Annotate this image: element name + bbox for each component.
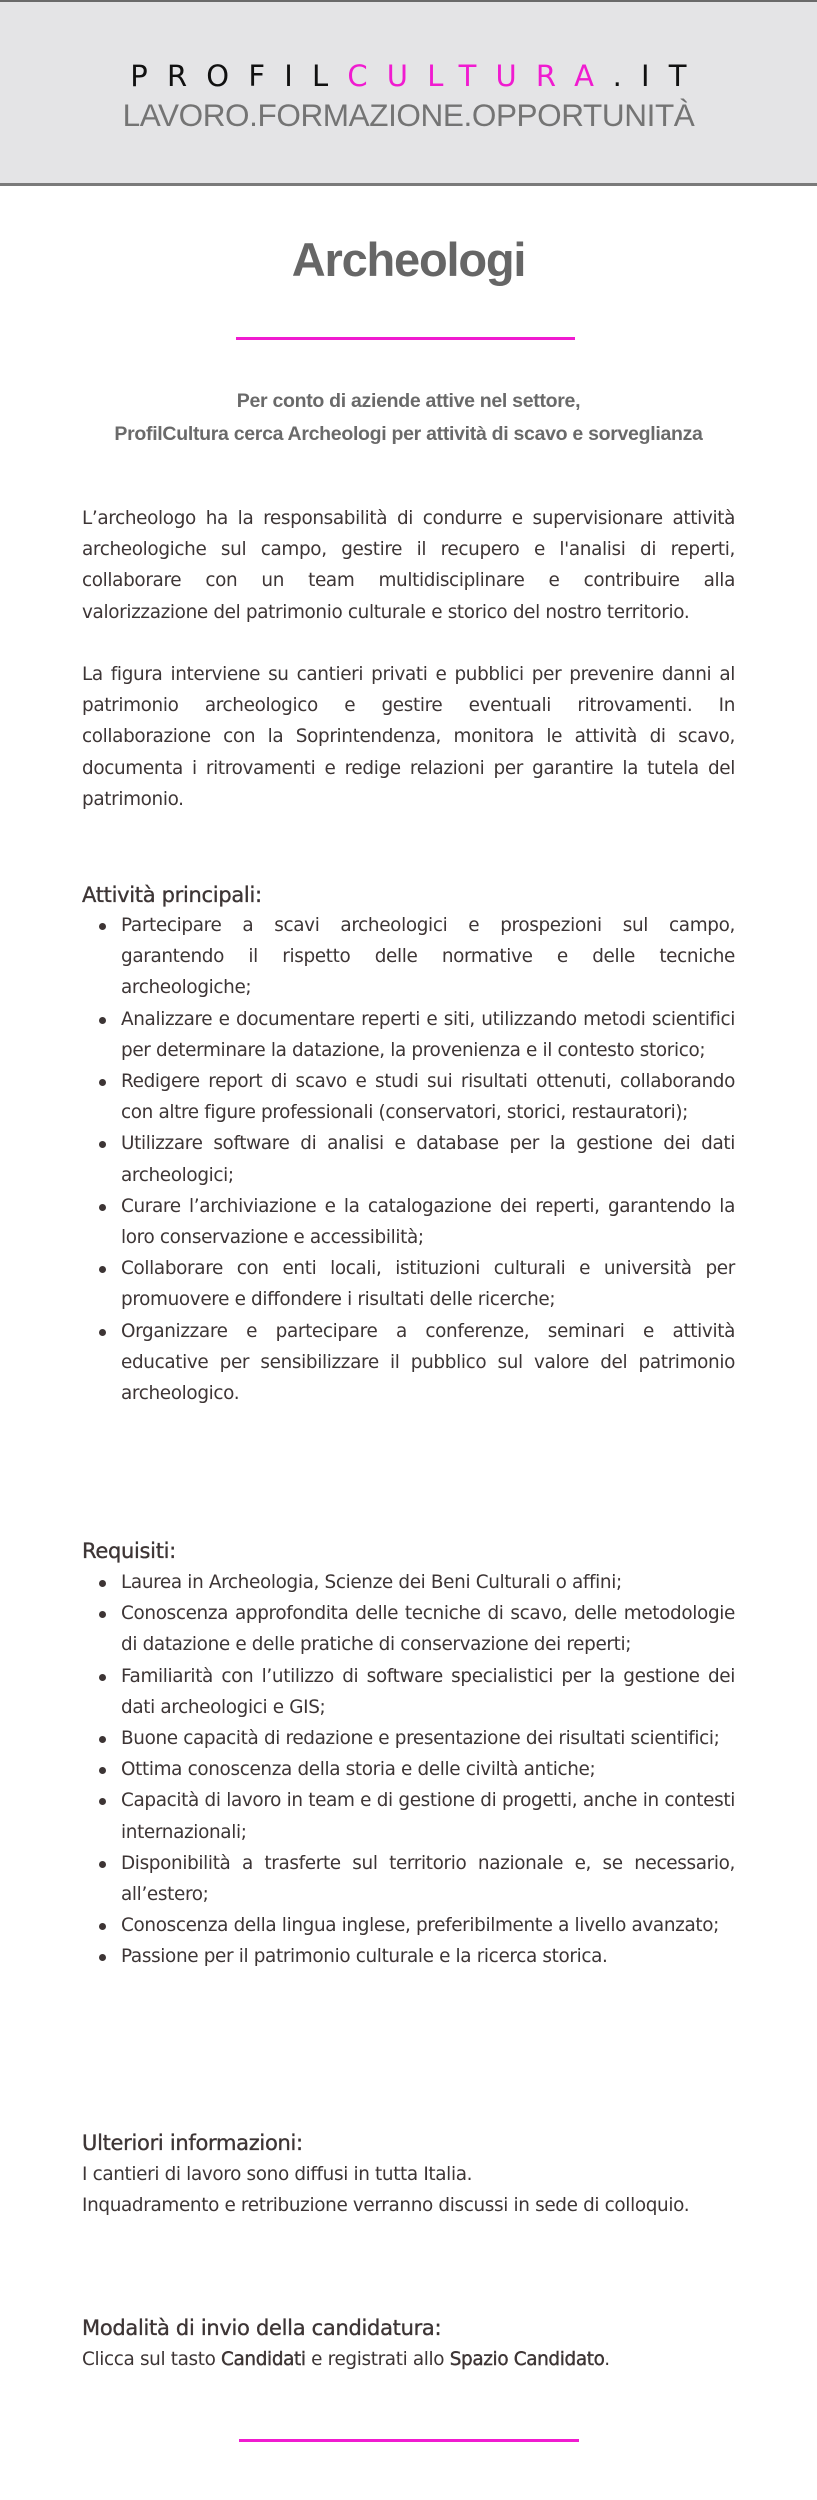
bullet-icon	[99, 1861, 106, 1868]
bullet-icon	[99, 1923, 106, 1930]
title-divider	[236, 337, 575, 340]
footer-divider	[239, 2439, 579, 2442]
bullet-icon	[99, 1954, 106, 1961]
requirement-item	[82, 1598, 735, 1660]
bullet-icon	[99, 1674, 106, 1681]
requirement-item-text: Capacità di lavoro in team e di gestione di progetti, anche in contesti internazionali;	[121, 1790, 735, 1843]
requirements-title: Requisiti:	[82, 1539, 176, 1563]
application-text-after: .	[604, 2349, 610, 2370]
candidati-button-reference: Candidati	[221, 2349, 306, 2370]
requirement-item	[82, 1848, 735, 1910]
activities-title: Attività principali:	[82, 883, 262, 907]
bullet-icon	[99, 1079, 106, 1086]
bullet-icon	[99, 1329, 106, 1336]
logo-it: .IT	[612, 59, 706, 93]
requirement-item-text: Disponibilità a trasferte sul territorio nazionale e, se necessario, all’estero;	[121, 1852, 735, 1906]
bullet-icon	[99, 1611, 106, 1618]
site-logo[interactable]	[0, 59, 817, 93]
activity-item	[82, 910, 735, 1004]
requirement-item-text: Laurea in Archeologia, Scienze dei Beni Culturali o affini;	[121, 1572, 622, 1593]
site-header	[0, 0, 817, 186]
spazio-candidato-reference: Spazio Candidato	[449, 2349, 605, 2370]
activity-item-text: Utilizzare software di analisi e database per la gestione dei dati archeologici;	[121, 1133, 735, 1186]
requirement-item	[82, 1754, 735, 1785]
requirement-item-text: Conoscenza approfondita delle tecniche di scavo, delle metodologie di datazione e delle pratiche di conservazione dei reperti;	[121, 1603, 735, 1656]
bullet-icon	[99, 1017, 106, 1024]
requirement-item	[82, 1941, 735, 1972]
intro-text	[0, 385, 817, 451]
activity-item-text: Partecipare a scavi archeologici e prospezioni sul campo, garantendo il rispetto delle normative e delle tecniche archeologiche;	[121, 915, 735, 999]
bullet-icon	[99, 1580, 106, 1587]
application-text-middle: e registrati allo	[305, 2349, 450, 2370]
bullet-icon	[99, 1141, 106, 1148]
activity-item	[82, 1066, 735, 1128]
further-info-title: Ulteriori informazioni:	[82, 2131, 303, 2155]
activity-item-text: Organizzare e partecipare a conferenze, seminari e attività educative per sensibilizzare il pubblico sul valore del patrimonio archeologico.	[121, 1320, 735, 1405]
description-paragraph-2: La figura interviene su cantieri privati e pubblici per prevenire danni al patrimonio archeologico e gestire eventuali ritrovamenti. In collaborazione con la Soprintendenza, monitora le attività di scavo, documenta i ritrovamenti e redige relazioni per garantire la tutela del patrimonio.	[82, 664, 735, 810]
page-title: Archeologi	[291, 233, 526, 286]
requirement-item-text: Conoscenza della lingua inglese, preferibilmente a livello avanzato;	[121, 1915, 719, 1937]
activity-item-text: Redigere report di scavo e studi sui risultati ottenuti, collaborando con altre figure professionali (conservatori, storici, restauratori);	[121, 1071, 735, 1124]
description-paragraph-1: L’archeologo ha la responsabilità di condurre e supervisionare attività archeologiche sul campo, gestire il recupero e l'analisi di reperti, collaborare con un team multidisciplinare e contribuire alla valorizzazione del patrimonio culturale e storico del nostro territorio.	[82, 508, 735, 623]
activity-item	[82, 1128, 735, 1190]
requirement-item	[82, 1661, 735, 1723]
bullet-icon	[99, 923, 106, 930]
activity-item-text: Curare l’archiviazione e la catalogazione dei reperti, garantendo la loro conservazione e accessibilità;	[121, 1195, 735, 1249]
bullet-icon	[99, 1767, 106, 1774]
intro-line-1: Per conto di aziende attive nel settore,	[236, 390, 581, 412]
activity-item	[82, 1191, 735, 1253]
requirements-list	[82, 1567, 735, 1973]
logo-cultura: CULTURA	[347, 59, 613, 93]
requirement-item	[82, 1723, 735, 1754]
bullet-icon	[99, 1736, 106, 1743]
requirement-item-text: Ottima conoscenza della storia e delle civiltà antiche;	[121, 1759, 596, 1781]
application-text-before: Clicca sul tasto	[82, 2349, 222, 2370]
activities-list	[82, 910, 735, 1409]
further-info-line-1: I cantieri di lavoro sono diffusi in tutta Italia.	[82, 2164, 473, 2185]
logo-profil: PROFIL	[130, 59, 348, 93]
intro-line-2: ProfilCultura cerca Archeologi per attività di scavo e sorveglianza	[114, 423, 703, 445]
activity-item-text: Collaborare con enti locali, istituzioni culturali e università per promuovere e diffondere i risultati delle ricerche;	[121, 1258, 735, 1311]
requirement-item-text: Buone capacità di redazione e presentazione dei risultati scientifici;	[121, 1728, 720, 1750]
bullet-icon	[99, 1266, 106, 1273]
activity-item-text: Analizzare e documentare reperti e siti, utilizzando metodi scientifici per determinare la datazione, la provenienza e il contesto storico;	[121, 1008, 735, 1061]
requirement-item	[82, 1910, 735, 1941]
activity-item	[82, 1004, 735, 1066]
activity-item	[82, 1316, 735, 1410]
activity-item	[82, 1253, 735, 1315]
application-instructions	[82, 2344, 735, 2375]
bullet-icon	[99, 1204, 106, 1211]
requirement-item-text: Familiarità con l’utilizzo di software specialistici per la gestione dei dati archeologici e GIS;	[121, 1665, 735, 1718]
bullet-icon	[99, 1798, 106, 1805]
further-info-line-2: Inquadramento e retribuzione verranno discussi in sede di colloquio.	[82, 2195, 690, 2216]
requirement-item	[82, 1785, 735, 1847]
requirement-item-text: Passione per il patrimonio culturale e la ricerca storica.	[121, 1946, 608, 1968]
requirement-item	[82, 1567, 735, 1598]
application-title: Modalità di invio della candidatura:	[82, 2316, 442, 2340]
site-tagline: LAVORO.FORMAZIONE.OPPORTUNITÀ	[122, 97, 695, 133]
